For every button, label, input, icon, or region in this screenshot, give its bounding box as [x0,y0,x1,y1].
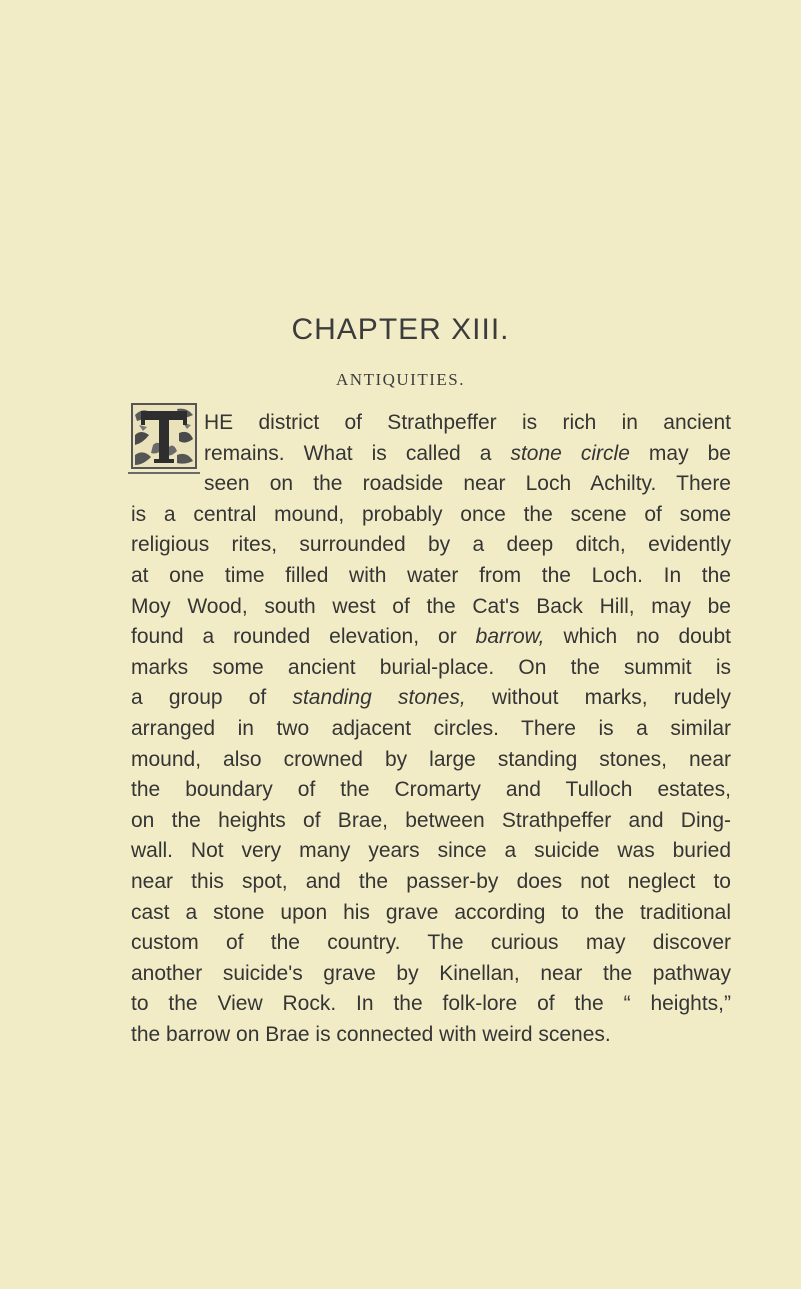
drop-cap-rule [128,472,200,474]
text-run: the boundary of the Cromarty and Tulloch estates, [131,778,731,802]
italic-phrase: barrow, [475,625,545,649]
body-line [131,928,731,958]
text-run: which no doubt [544,625,731,649]
text-run: the barrow on Brae is connected with weird scenes. [131,1023,611,1046]
text-run: may be [629,441,731,465]
body-line [131,1020,731,1050]
text-run: on the heights of Brae, between Strathpeffer and Ding- [131,808,731,832]
body-line [131,836,731,866]
body-line [204,469,731,499]
text-run: marks some ancient burial-place. On the summit is [131,655,731,679]
text-run: another suicide's grave by Kinellan, near the pathway [131,961,731,985]
text-run: arranged in two adjacent circles. There is a similar [131,717,731,740]
body-line [131,989,731,1019]
body-line [131,806,731,836]
text-run: near this spot, and the passer-by does not neglect to [131,870,731,893]
text-run: is a central mound, probably once the scene of some [131,502,731,526]
body-line [131,561,731,591]
text-run: mound, also crowned by large standing stones, near [131,747,731,771]
body-line [204,408,731,438]
text-run: Moy Wood, south west of the Cat's Back Hill, may be [131,594,731,618]
text-run: without marks, rudely [465,686,731,710]
text-run: at one time filled with water from the Loch. In the [131,564,731,587]
body-line [131,653,731,683]
ornamental-drop-cap [131,403,197,469]
text-run: seen on the roadside near Loch Achilty. There [204,472,731,496]
italic-phrase: stone circle [510,441,630,465]
section-title: ANTIQUITIES. [336,370,465,389]
text-run: found a rounded elevation, or [131,625,476,649]
text-run: remains. What is called a [204,441,511,465]
drop-cap-ornament-icon [133,405,195,467]
chapter-title: CHAPTER XIII. [291,313,510,346]
body-line [131,592,731,622]
body-line [131,959,731,989]
body-line [131,530,731,560]
body-line [131,500,731,530]
body-line [131,683,731,713]
body-line [131,775,731,805]
text-run: HE district of Strathpeffer is rich in ancient [204,411,731,434]
body-line [131,714,731,744]
text-run: custom of the country. The curious may discover [131,931,731,955]
text-run: religious rites, surrounded by a deep ditch, evidently [131,533,731,557]
text-run: a group of [131,686,293,710]
body-line [204,439,731,469]
text-run: wall. Not very many years since a suicide was buried [131,839,731,863]
text-run: to the View Rock. In the folk-lore of the “ heights,” [131,992,731,1016]
italic-phrase: standing stones, [292,686,466,710]
body-line [131,745,731,775]
body-line [131,867,731,897]
body-line [131,898,731,928]
body-line [131,622,731,652]
text-run: cast a stone upon his grave according to the traditional [131,900,731,924]
